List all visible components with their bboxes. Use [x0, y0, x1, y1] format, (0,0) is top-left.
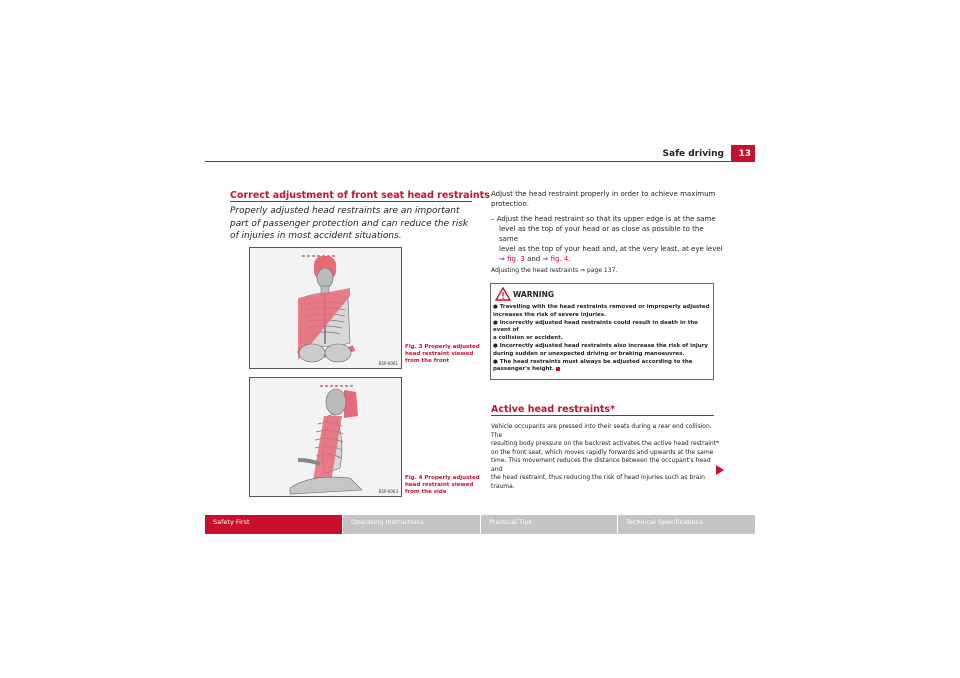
figure-4-link[interactable]: ⇒ fig. 4: [542, 255, 569, 263]
figure-4: [249, 377, 402, 497]
tab-technical-specifications[interactable]: Technical Specifications: [618, 515, 755, 534]
warning-title: WARNING: [513, 290, 555, 299]
instruction-paragraph: Adjust the head restraint properly in order to achieve maximum protection.: [491, 190, 716, 208]
warning-item: ● Travelling with the head restraints removed or improperly adjusted increases the risk of severe injuries.: [493, 304, 710, 318]
header-title: Safe driving: [662, 149, 724, 159]
warning-list: [493, 304, 713, 374]
tab-practical-tips[interactable]: Practical Tips: [481, 515, 617, 534]
tab-operating-instructions[interactable]: Operating Instructions: [343, 515, 480, 534]
section-title-head-restraints: Correct adjustment of front seat head restraints: [230, 190, 490, 201]
page-reference-note[interactable]: Adjusting the head restraints ⇒ page 137.: [491, 267, 618, 274]
warning-item: ● Incorrectly adjusted head restraints also increase the risk of injury during sudden or unexpected driving or braking manoeuvres.: [493, 342, 708, 357]
figure-3-caption: Fig. 3 Properly adjusted head restraint viewed from the front: [405, 344, 480, 364]
figure-3: [249, 247, 402, 369]
warning-item: ● The head restraints must always be adjusted according to the passenger's height.: [493, 358, 693, 373]
figure-code: B5P-0063: [378, 489, 398, 494]
active-head-restraints-text: Vehicle occupants are pressed into their seats during a rear end collision. The resulting body pressure on the backrest activates the active head restraint* on the front seat, which moves rapidly forwards and upwards at the same time. This movement reduces the distance between the occupant's head and the head restraint, thus reducing the risk of head injuries such as brain trauma.: [491, 423, 720, 490]
tab-safety-first[interactable]: Safety First: [205, 515, 342, 534]
figure-3-link[interactable]: ⇒ fig. 3: [499, 255, 525, 263]
warning-box: [490, 283, 714, 380]
side-view-illustration: [250, 378, 401, 496]
section-title-active-head-restraints: Active head restraints*: [491, 404, 616, 415]
warning-item: ● Incorrectly adjusted head restraints could result in death in the event of a collision or accident.: [493, 319, 698, 342]
section-rule: [491, 415, 714, 416]
page-number: 13: [731, 145, 755, 162]
section-rule: [230, 201, 472, 202]
section-intro: Properly adjusted head restraints are an important part of passenger protection and can reduce the risk of injuries in most accident situations.: [230, 206, 469, 241]
instruction-step: – Adjust the head restraint so that its upper edge is at the same level as the top of your head or as close as possible to the same level as the top of your head and, at the very least, at eye level ⇒ fig. 3 and ⇒ fig. 4.: [491, 215, 723, 263]
figure-code: B5P-0061: [378, 361, 398, 366]
front-view-illustration: [250, 248, 401, 368]
warning-triangle-icon: [495, 287, 511, 301]
header-rule: [205, 161, 731, 162]
continue-arrow-icon: [715, 465, 724, 475]
figure-4-caption: Fig. 4 Properly adjusted head restraint viewed from the side: [405, 475, 480, 495]
end-square-icon: [556, 367, 560, 371]
